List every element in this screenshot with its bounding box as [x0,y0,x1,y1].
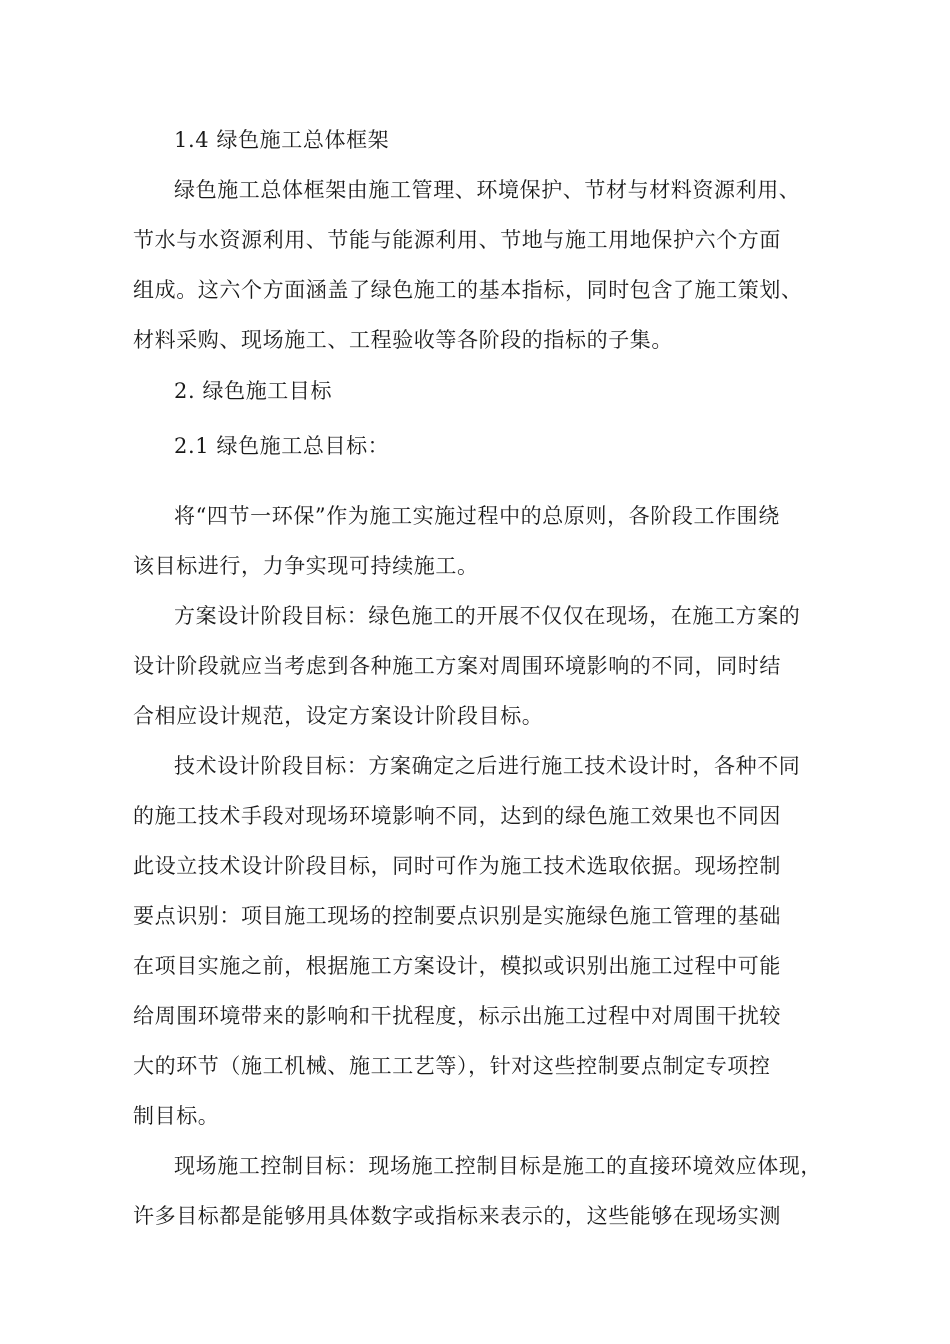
paragraph-line: 此设立技术设计阶段目标，同时可作为施工技术选取依据。现场控制 [133,854,781,878]
paragraph-line: 将“四节一环保”作为施工实施过程中的总原则，各阶段工作围绕 [174,504,780,528]
paragraph-line: 节水与水资源利用、节能与能源利用、节地与施工用地保护六个方面 [133,228,781,252]
paragraph-line: 该目标进行，力争实现可持续施工。 [133,554,479,578]
paragraph-line: 给周围环境带来的影响和干扰程度，标示出施工过程中对周围干扰较 [133,1004,781,1028]
paragraph-line: 绿色施工总体框架由施工管理、环境保护、节材与材料资源利用、 [174,178,801,202]
section-heading-2-1: 2.1 绿色施工总目标： [174,434,390,458]
paragraph-line: 技术设计阶段目标：方案确定之后进行施工技术设计时，各种不同 [174,754,801,778]
section-heading-1-4: 1.4 绿色施工总体框架 [174,128,390,152]
paragraph-line: 大的环节（施工机械、施工工艺等），针对这些控制要点制定专项控 [133,1054,771,1078]
paragraph-line: 要点识别：项目施工现场的控制要点识别是实施绿色施工管理的基础 [133,904,781,928]
paragraph-line: 的施工技术手段对现场环境影响不同，达到的绿色施工效果也不同因 [133,804,781,828]
paragraph-line: 方案设计阶段目标：绿色施工的开展不仅仅在现场，在施工方案的 [174,604,801,628]
paragraph-line: 在项目实施之前，根据施工方案设计，模拟或识别出施工过程中可能 [133,954,781,978]
paragraph-line: 组成。这六个方面涵盖了绿色施工的基本指标，同时包含了施工策划、 [133,278,803,302]
section-heading-2: 2. 绿色施工目标 [174,379,333,403]
paragraph-line: 材料采购、现场施工、工程验收等各阶段的指标的子集。 [133,328,673,352]
paragraph-line: 许多目标都是能够用具体数字或指标来表示的，这些能够在现场实测 [133,1204,781,1228]
paragraph-line: 制目标。 [133,1104,220,1128]
paragraph-line: 现场施工控制目标：现场施工控制目标是施工的直接环境效应体现， [174,1154,822,1178]
paragraph-line: 合相应设计规范，设定方案设计阶段目标。 [133,704,544,728]
paragraph-line: 设计阶段就应当考虑到各种施工方案对周围环境影响的不同，同时结 [133,654,781,678]
